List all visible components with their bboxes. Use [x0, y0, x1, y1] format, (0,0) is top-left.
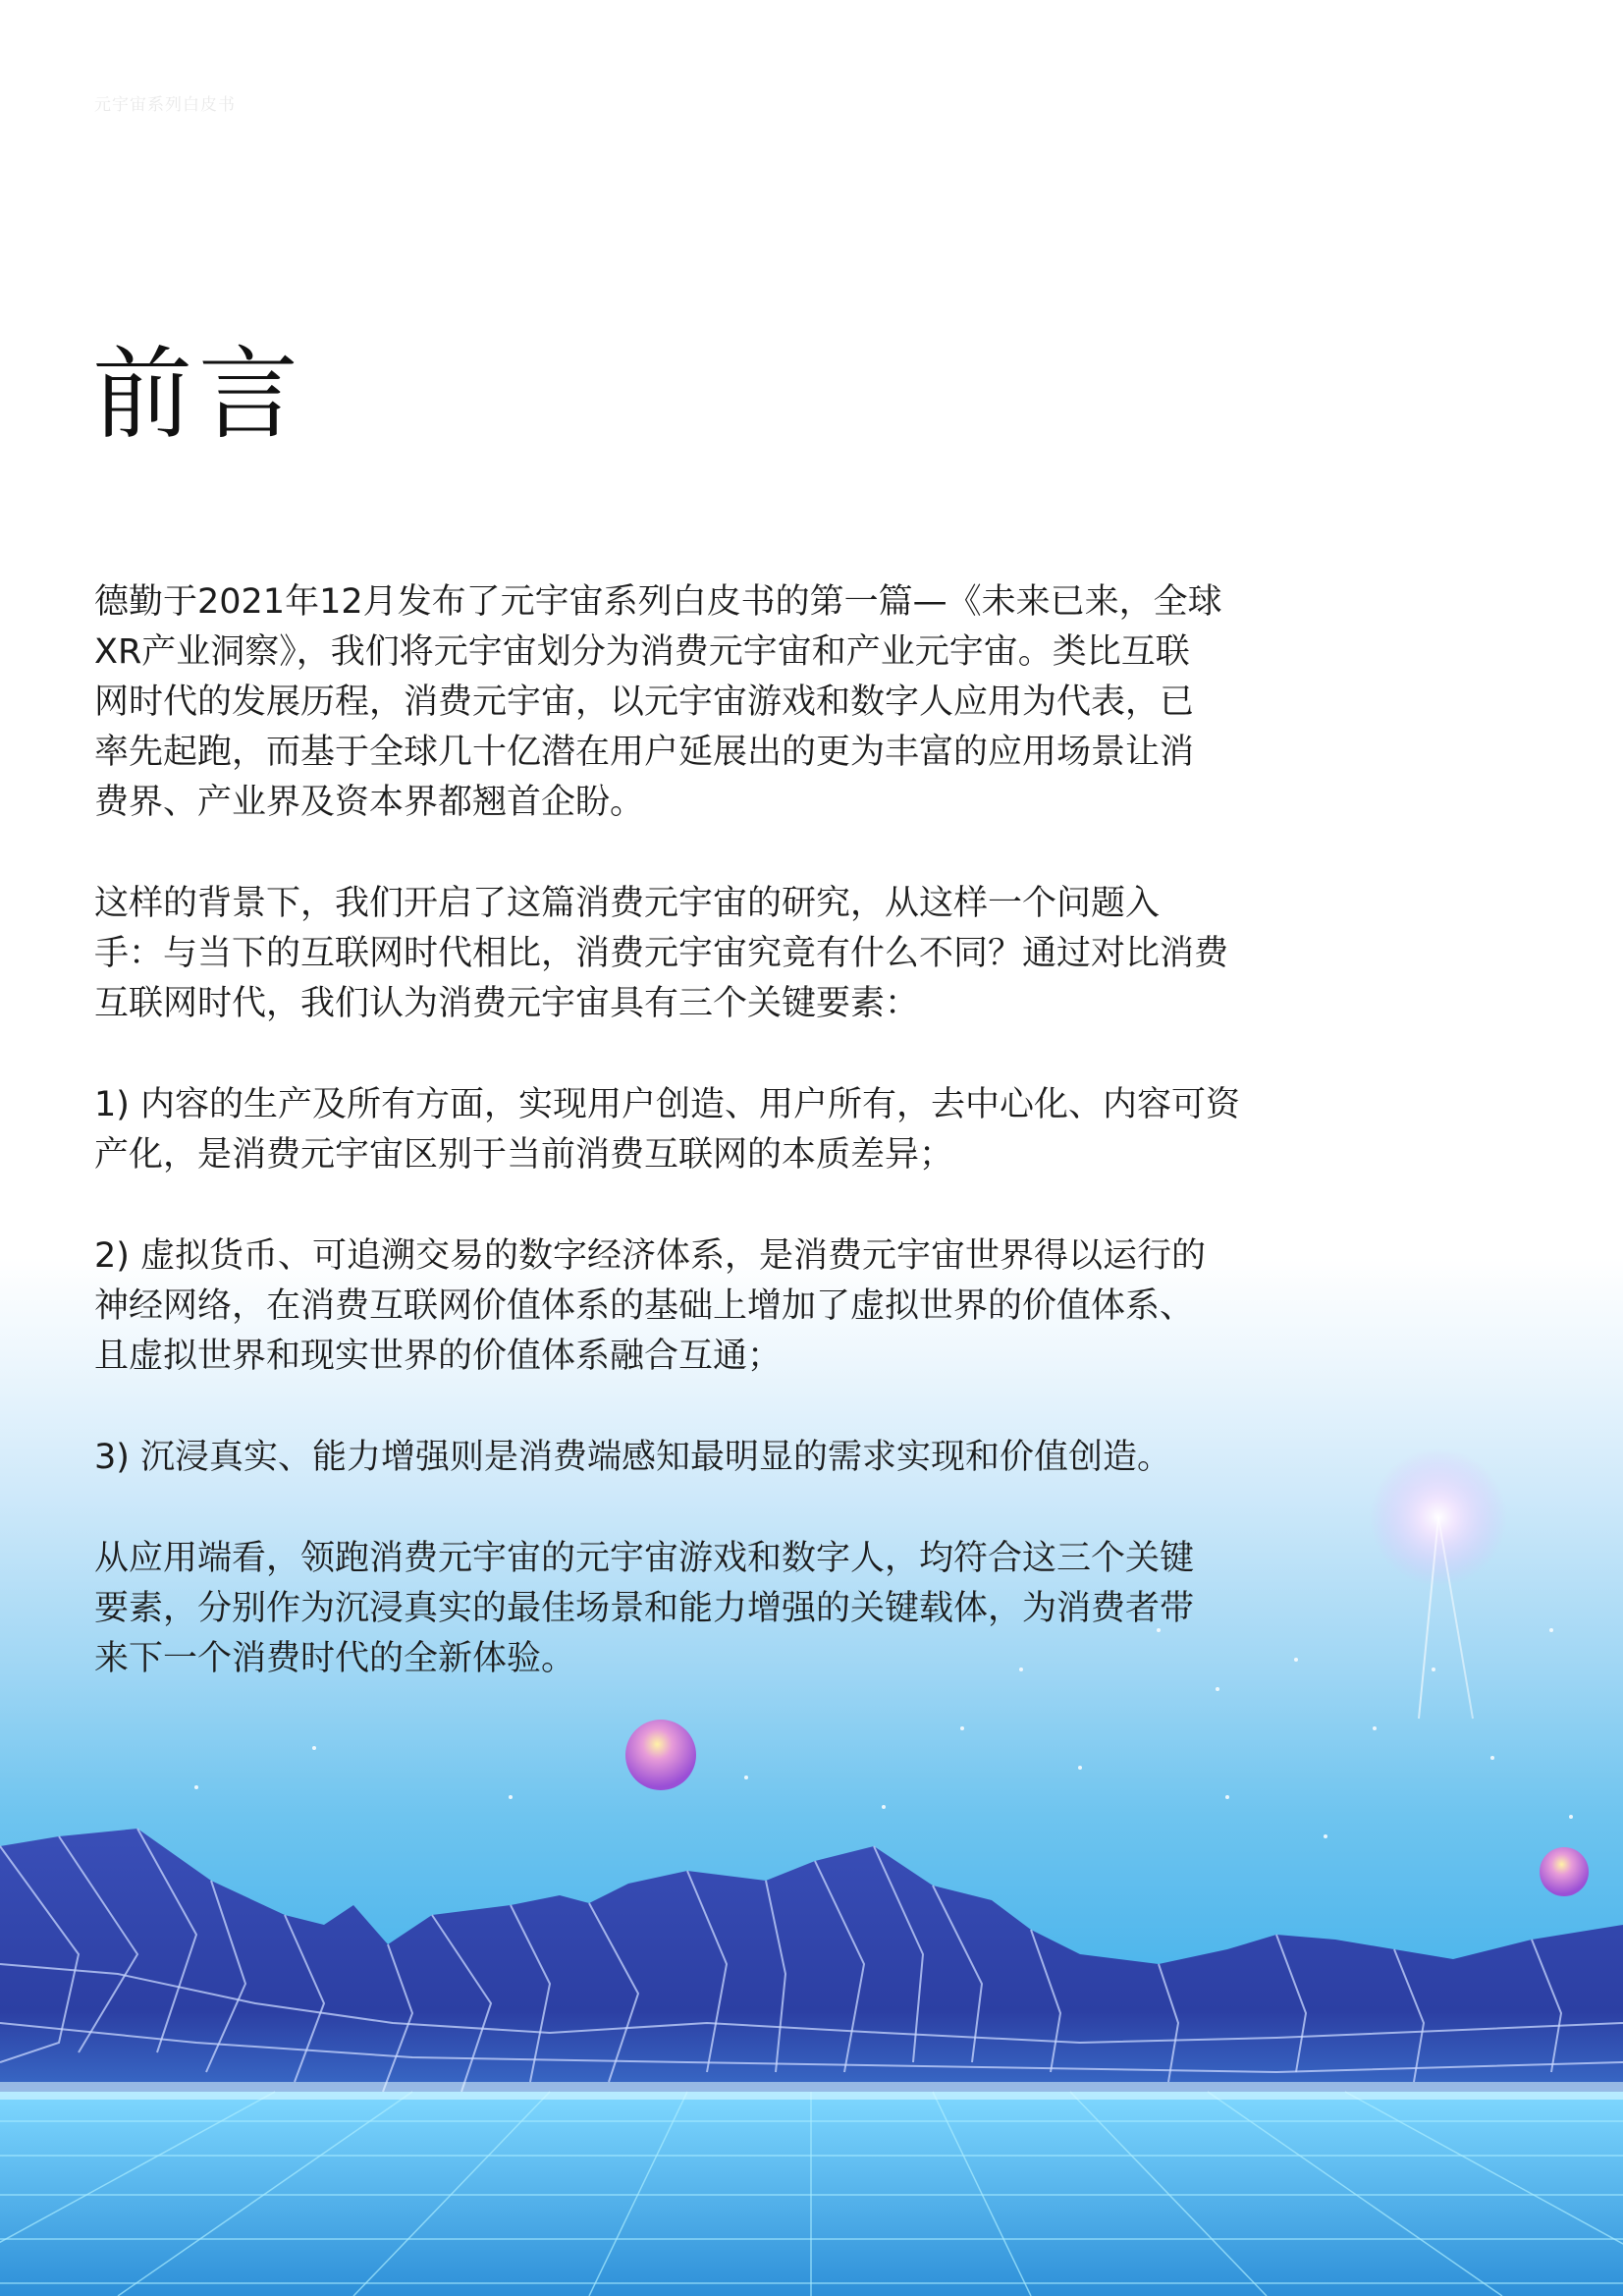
- horizon-glow: [0, 2082, 1623, 2100]
- orb: [1540, 1847, 1589, 1896]
- paragraph-element-1: 1) 内容的生产及所有方面，实现用户创造、用户所有，去中心化、内容可资 产化，是消费元宇宙区别于当前消费互联网的本质差异；: [94, 1085, 1241, 1175]
- page-title: 前言: [92, 337, 304, 454]
- body-text: [94, 577, 1284, 1735]
- paragraph-background: 这样的背景下，我们开启了这篇消费元宇宙的研究，从这样一个问题入 手：与当下的互联网时代相比，消费元宇宙究竟有什么不同？通过对比消费 互联网时代，我们认为消费元宇宙具有三个关键要素：: [94, 884, 1229, 1023]
- paragraph-intro: 德勤于2021年12月发布了元宇宙系列白皮书的第一篇—《未来已来，全球 XR产业洞察》，我们将元宇宙划分为消费元宇宙和产业元宇宙。类比互联 网时代的发展历程，消费元宇宙，以元宇宙游戏和数字人应用为代表，已 率先起跑，而基于全球几十亿潜在用户延展出的更为丰富的应用场景让消 费界、产业界及资本界都翘首企盼。: [94, 582, 1222, 822]
- paragraph-element-3: 3) 沉浸真实、能力增强则是消费端感知最明显的需求实现和价值创造。: [94, 1438, 1172, 1477]
- paragraph-element-2: 2) 虚拟货币、可追溯交易的数字经济体系，是消费元宇宙世界得以运行的 神经网络，在消费互联网价值体系的基础上增加了虚拟世界的价值体系、 且虚拟世界和现实世界的价值体系融合互通；: [94, 1236, 1207, 1376]
- running-header: 元宇宙系列白皮书: [94, 95, 236, 115]
- paragraph-conclusion: 从应用端看，领跑消费元宇宙的元宇宙游戏和数字人，均符合这三个关键 要素，分别作为沉浸真实的最佳场景和能力增强的关键载体，为消费者带 来下一个消费时代的全新体验。: [94, 1539, 1195, 1678]
